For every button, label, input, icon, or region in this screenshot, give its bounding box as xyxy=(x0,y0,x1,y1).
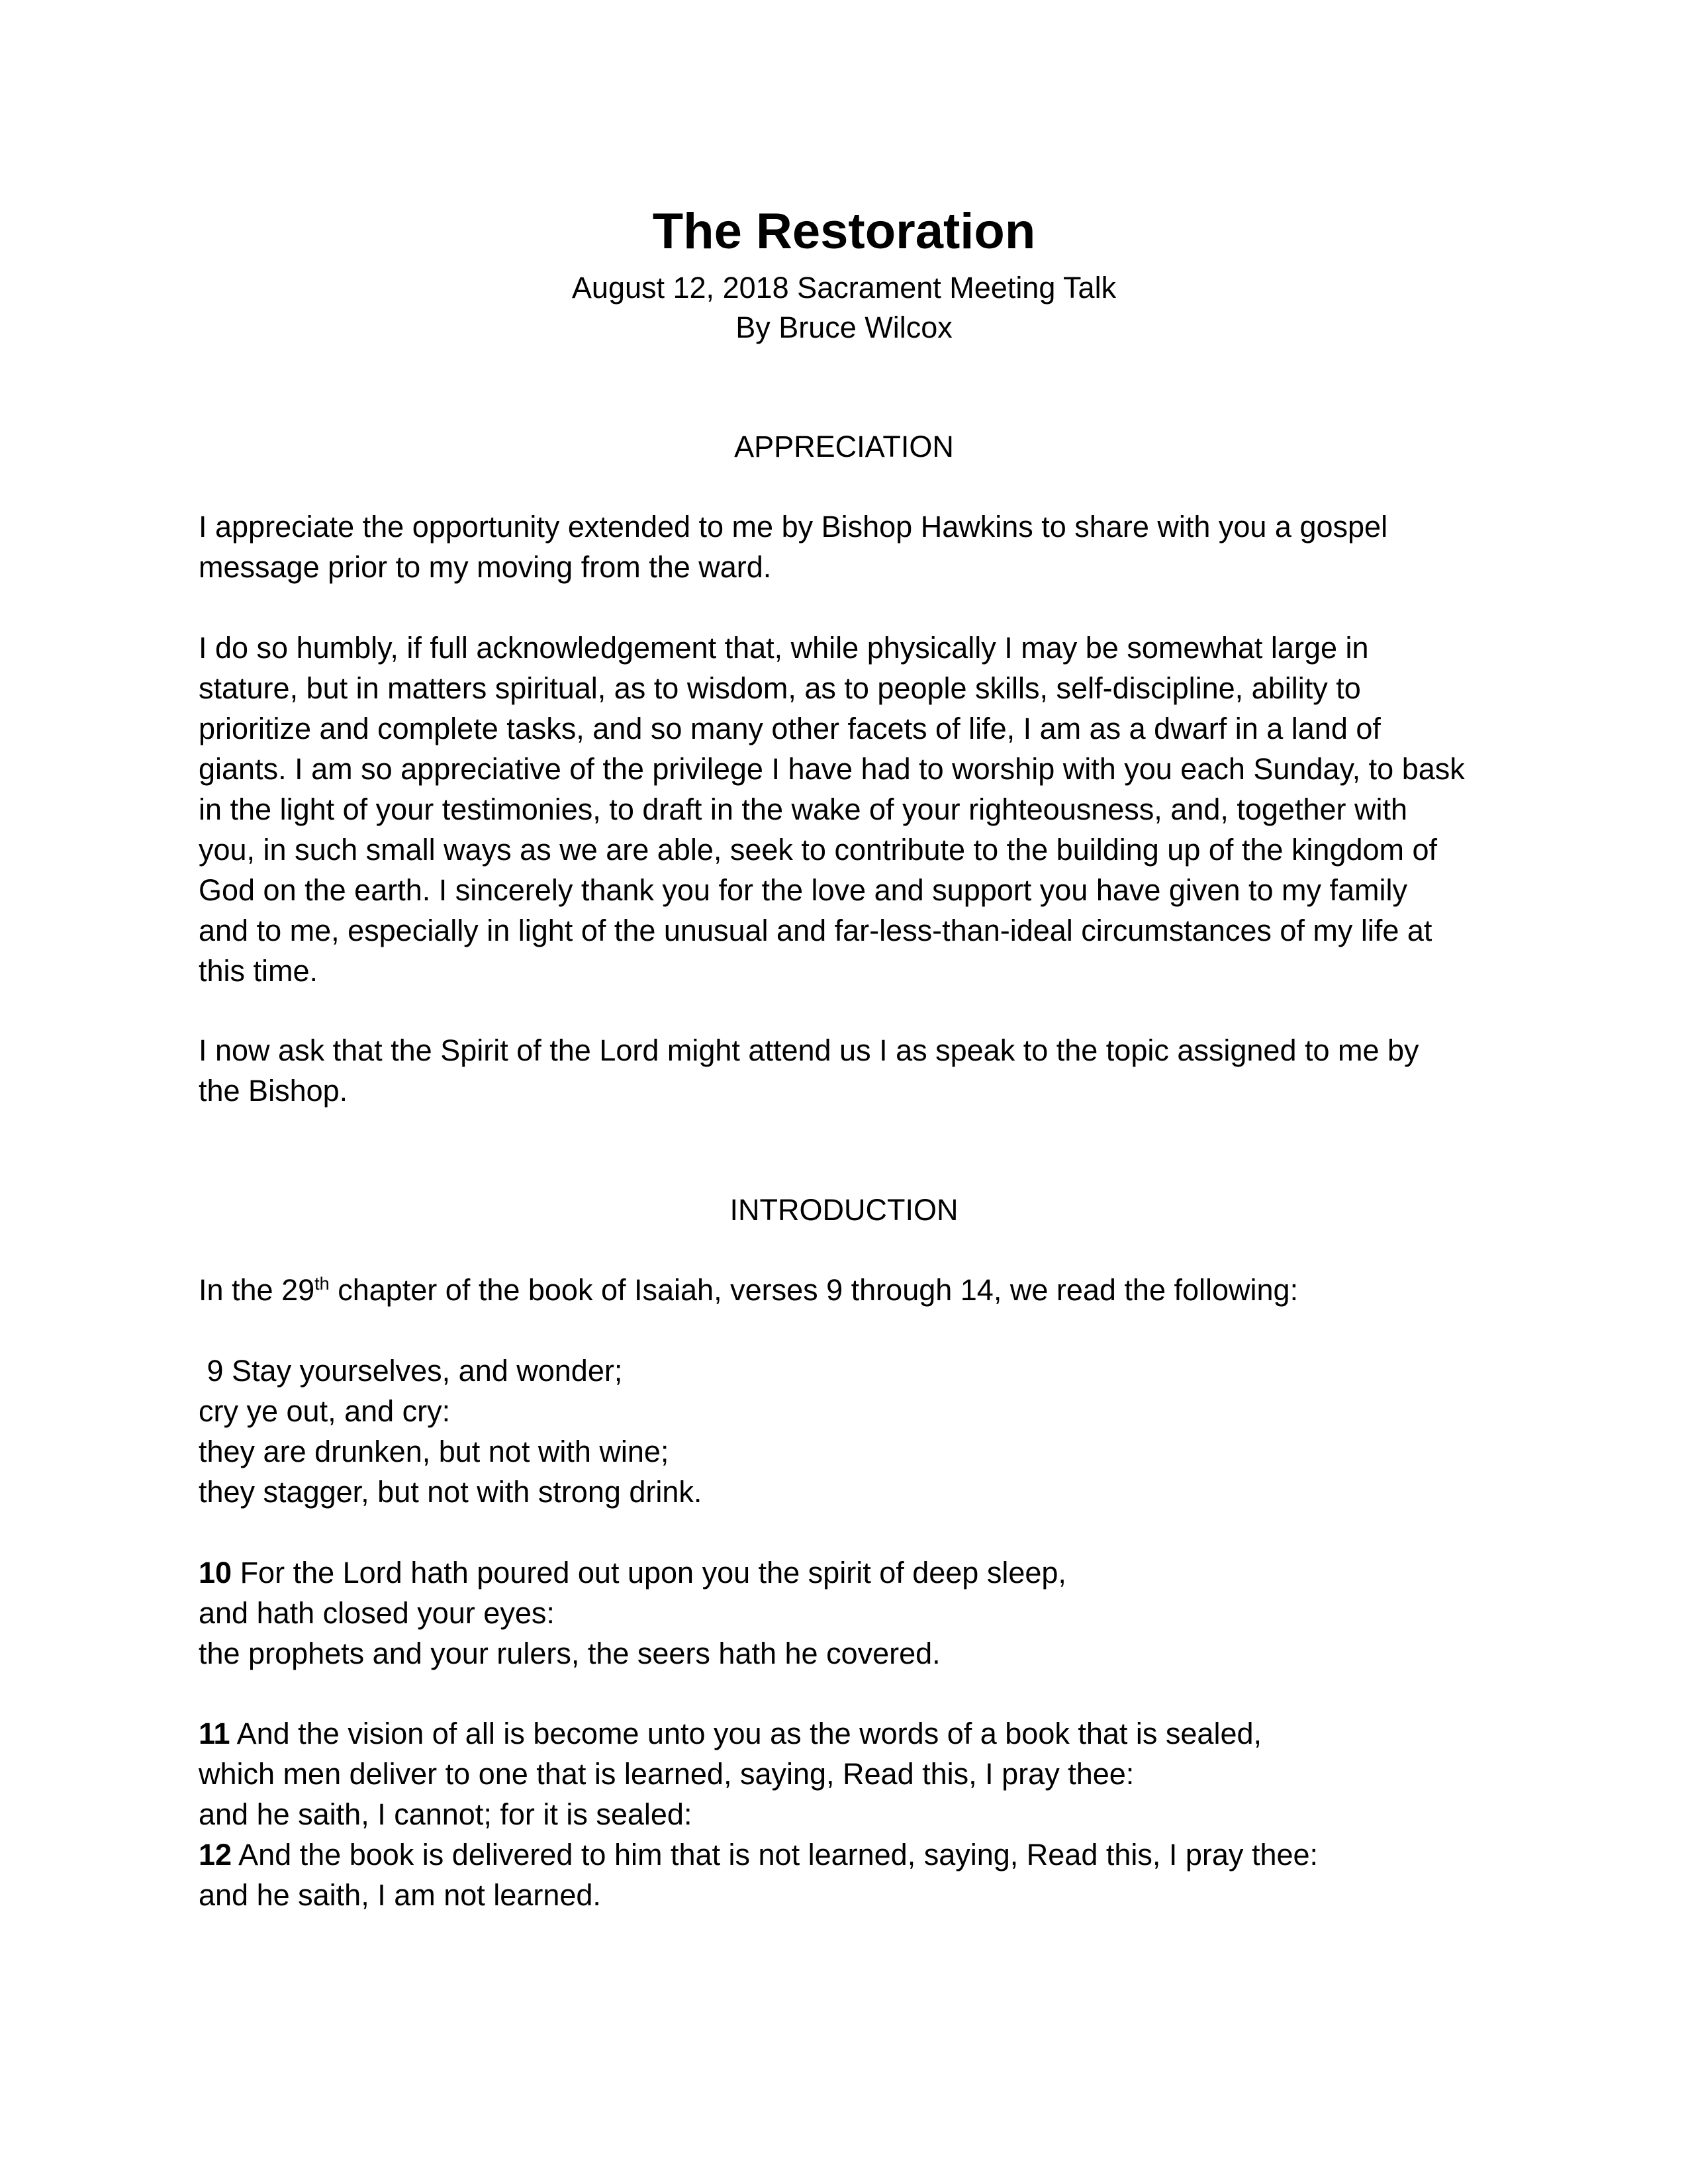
paragraph-line: message prior to my moving from the ward. xyxy=(199,550,772,584)
verse-line: they are drunken, but not with wine; xyxy=(199,1435,669,1468)
verse-text: For the Lord hath poured out upon you the spirit of deep sleep, xyxy=(232,1556,1066,1590)
paragraph-line: you, in such small ways as we are able, seek to contribute to the building up of the kingdom of xyxy=(199,833,1438,867)
verse-number: 11 xyxy=(199,1717,230,1750)
verse-text: And the vision of all is become unto you as the words of a book that is sealed, xyxy=(230,1717,1262,1750)
verse-number: 12 xyxy=(199,1838,232,1872)
paragraph-line: prioritize and complete tasks, and so many other facets of life, I am as a dwarf in a land of xyxy=(199,712,1381,745)
paragraph-line: I do so humbly, if full acknowledgement that, while physically I may be somewhat large in xyxy=(199,631,1369,665)
paragraph-line: and to me, especially in light of the unusual and far-less-than-ideal circumstances of my life at xyxy=(199,914,1432,947)
section-heading-appreciation: APPRECIATION xyxy=(734,430,954,463)
paragraph-line: this time. xyxy=(199,954,318,988)
verse-10 xyxy=(199,1552,1496,1674)
paragraph-line: giants. I am so appreciative of the privilege I have had to worship with you each Sunday, to bask xyxy=(199,752,1465,786)
verse-line: they stagger, but not with strong drink. xyxy=(199,1475,702,1509)
paragraph-line xyxy=(199,1270,1496,1310)
verse-11 xyxy=(199,1713,1496,1915)
paragraph-line: in the light of your testimonies, to draft in the wake of your righteousness, and, together with xyxy=(199,792,1408,826)
paragraph-line: the Bishop. xyxy=(199,1074,348,1108)
verse-line: the prophets and your rulers, the seers hath he covered. xyxy=(199,1637,941,1670)
paragraph-line: God on the earth. I sincerely thank you for the love and support you have given to my family xyxy=(199,873,1408,907)
verse-number: 10 xyxy=(199,1556,232,1590)
verse-9 xyxy=(199,1351,1496,1512)
section-heading-introduction: INTRODUCTION xyxy=(729,1193,959,1227)
appreciation-paragraph-3 xyxy=(199,1030,1496,1111)
verse-line xyxy=(199,1552,1496,1593)
verse-text: And the book is delivered to him that is not learned, saying, Read this, I pray thee: xyxy=(232,1838,1319,1872)
document-title: The Restoration xyxy=(652,203,1036,260)
verse-line: 9 Stay yourselves, and wonder; xyxy=(199,1354,623,1388)
intro-text-after: chapter of the book of Isaiah, verses 9 through 14, we read the following: xyxy=(329,1273,1299,1307)
introduction-paragraph xyxy=(199,1270,1496,1310)
document-subtitle-date: August 12, 2018 Sacrament Meeting Talk xyxy=(571,271,1117,305)
paragraph-line: I now ask that the Spirit of the Lord might attend us I as speak to the topic assigned to me by xyxy=(199,1033,1419,1067)
verse-line: which men deliver to one that is learned, saying, Read this, I pray thee: xyxy=(199,1757,1135,1791)
appreciation-paragraph-2 xyxy=(199,628,1496,991)
verse-line: and he saith, I cannot; for it is sealed: xyxy=(199,1797,692,1831)
appreciation-paragraph-1 xyxy=(199,506,1496,587)
ordinal-suffix: th xyxy=(314,1274,330,1294)
verse-line xyxy=(199,1834,1496,1875)
intro-text-before: In the 29 xyxy=(199,1273,315,1307)
paragraph-line: stature, but in matters spiritual, as to wisdom, as to people skills, self-discipline, ability to xyxy=(199,671,1361,705)
verse-line xyxy=(199,1713,1496,1754)
document-author: By Bruce Wilcox xyxy=(735,310,953,344)
verse-line: and hath closed your eyes: xyxy=(199,1596,555,1630)
paragraph-line: I appreciate the opportunity extended to me by Bishop Hawkins to share with you a gospel xyxy=(199,510,1388,544)
verse-line: cry ye out, and cry: xyxy=(199,1394,451,1428)
verse-line: and he saith, I am not learned. xyxy=(199,1878,601,1912)
